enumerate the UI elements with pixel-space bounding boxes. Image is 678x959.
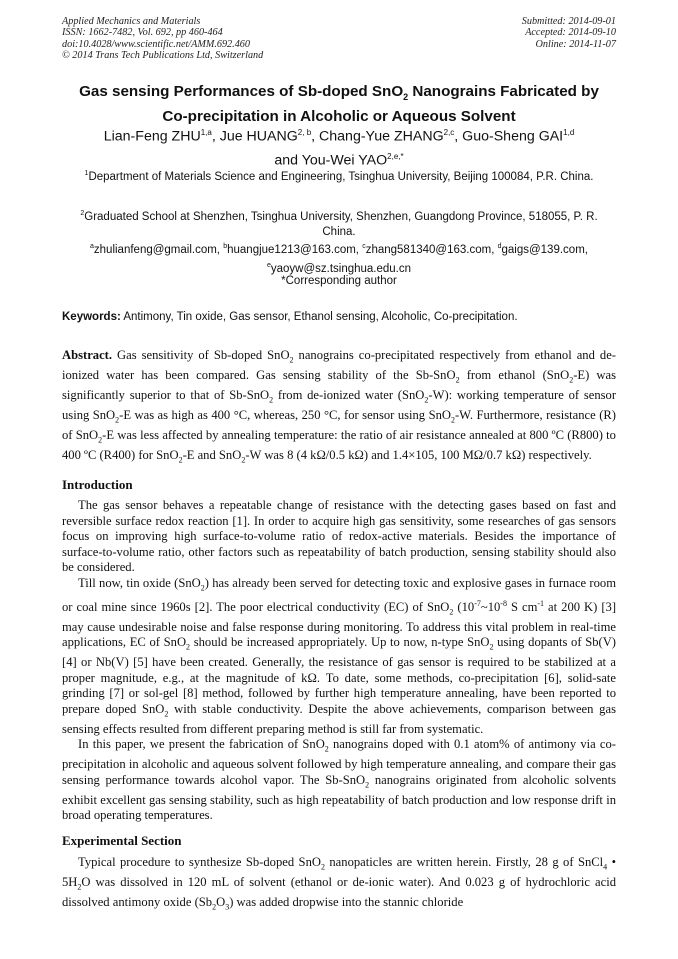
journal-info	[62, 16, 263, 62]
intro-paragraph-3: In this paper, we present the fabrication of SnO$_2$ nanograins doped with 0.1 atom% of antimony via co-precipitation in alcoholic and aqueous solvent followed by high temperature annealing, and compare their gas sensing performance towards alcohol vapor. The Sb-SnO$_2$ nanograins originated from alcoholic solvents exhibit excellent gas sensing stability, such as high repeatability of batch production and low response drift in broad operating temperatures.	[62, 737, 616, 823]
affiliation-2: $^2$Graduated School at Shenzhen, Tsinghua University, Shenzhen, Guangdong Province, 518055, P. R. China.	[80, 210, 598, 238]
journal-name: Applied Mechanics and Materials	[62, 16, 201, 27]
submitted-date: Submitted: 2014-09-01	[521, 16, 616, 27]
online-date: Online: 2014-11-07	[535, 38, 616, 50]
doi: doi:10.4028/www.scientific.net/AMM.692.460	[62, 38, 250, 50]
intro-paragraph-2: Till now, tin oxide (SnO$_2$) has already been served for detecting toxic and explosive gases in furnace room or coal mine since 1960s [2]. The poor electrical conductivity (EC) of SnO$_2$ ($10^{-7}\sim 10^{-8}$ S $cm^{-1}$ at 200 K) [3] may cause undesirable noise and false response during monitoring. To address this vital problem in real-time applications, EC of SnO$_2$ should be increased appropriately. Up to now, n-type SnO$_2$ using dopants of Sb(V) [4] or Nb(V) [5] have been created. Generally, the resistance of gas sensor is required to be stabilized at a proper magnitude, e.g., at the magnitude of kΩ. To date, some methods, co-precipitation [6], solid-sate grinding [7] or sol-gel [8] method, followed by further high temperature annealing, have been reported to prepare doped SnO$_2$ with stable conductivity. Despite the above achievements, comparison between gas sensing effects resulted from different preparing method is still far from systematic.	[62, 575, 617, 736]
accepted-date: Accepted: 2014-09-10	[525, 27, 616, 39]
issn: ISSN: 1662-7482, Vol. 692, pp 460-464	[62, 27, 223, 39]
dates-info	[522, 16, 616, 50]
intro-paragraph-1: The gas sensor behaves a repeatable change of resistance with the detecting gases based on fast and reversible surface redox reaction [1]. In order to acquire high gas sensitivity, some researches of gas sensors focus on improving high surface-to-volume ratio of redox-active materials. Besides the importance of surface-to-volume ratio, other factors such as repeatability of batch production, sensing stability should also be considered.	[62, 498, 616, 574]
email-list: $^a$zhulianfeng@gmail.com, $^b$huangjue1213@163.com, $^c$zhang581340@163.com, $^d$gaigs@139.com, $^e$yaoyw@sz.tsinghua.edu.cn	[90, 243, 588, 275]
introduction-body	[62, 498, 616, 824]
keywords: Keywords: Antimony, Tin oxide, Gas sensor, Ethanol sensing, Alcoholic, Co-precipitation.	[62, 311, 518, 323]
paper-title: Gas sensing Performances of Sb-doped SnO$_2$ Nanograins Fabricated by Co-precipitation in Alcoholic or Aqueous Solvent	[79, 83, 599, 126]
author-list: Lian-Feng ZHU$^{1,a}$, Jue HUANG$^{2, b}$, Chang-Yue ZHANG$^{2,c}$, Guo-Sheng GAI$^{1,d}$ and You-Wei $YAO^{2,e,*}$	[103, 128, 575, 169]
affiliation-1: $^1$Department of Materials Science and Engineering, Tsinghua University, Beijing 100084, P.R. China.	[84, 170, 594, 183]
experimental-body	[62, 855, 616, 915]
experimental-heading: Experimental Section	[62, 833, 182, 848]
introduction-heading: Introduction	[62, 477, 133, 492]
copyright: © 2014 Trans Tech Publications Ltd, Switzerland	[62, 50, 264, 62]
abstract: Abstract. Gas sensitivity of Sb-doped SnO$_2$ nanograins co-precipitated respectively from ethanol and de-ionized water has been compared. Gas sensing stability of the Sb-SnO$_2$ from ethanol (SnO$_2$-E) was significantly superior to that of Sb-SnO$_2$ from de-ionized water (SnO$_2$-W): working temperature of sensor using SnO$_2$-E was as high as 400 °C, whereas, 250 °C, for sensor using SnO$_2$-W. Furthermore, resistance (R) of SnO$_2$-E was less affected by annealing temperature: the ratio of air resistance annealed at 800 ºC (R800) to 400 ºC (R400) for SnO$_2$-E and SnO$_2$-W was 8 (4 kΩ/0.5 kΩ) and 1.4×105, 100 MΩ/0.7 kΩ) respectively.	[62, 348, 617, 465]
corresponding-author: *Corresponding author	[281, 275, 397, 287]
experimental-paragraph-1: Typical procedure to synthesize Sb-doped SnO$_2$ nanopaticles are written herein. Firstly, 28 g of SnCl$_4$ • $5H_2O$ was dissolved in 120 mL of solvent (ethanol or de-ionic water). And 0.023 g of hydrochloric acid dissolved antimony oxide $(Sb_2O_3)$ was added dropwise into the stannic chloride	[62, 855, 617, 912]
